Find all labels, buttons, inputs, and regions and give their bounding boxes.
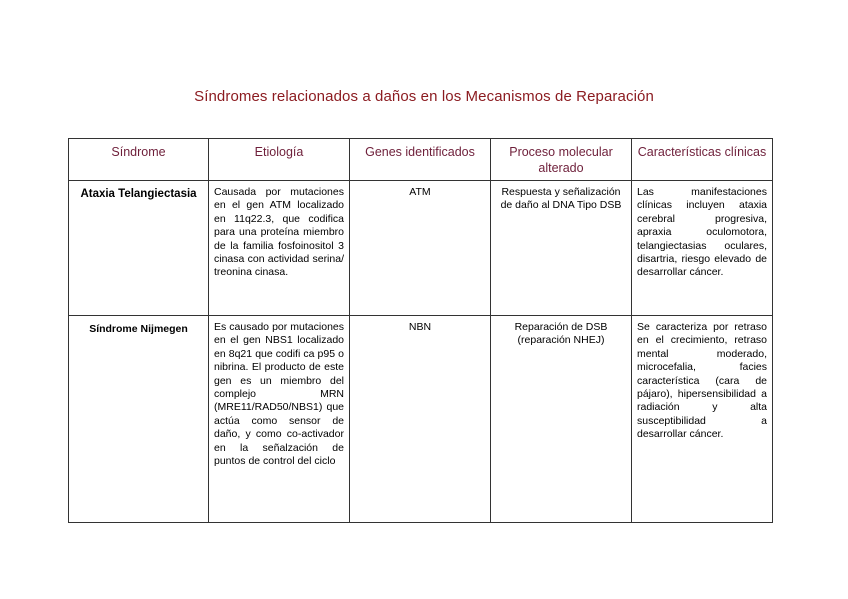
- header-clinical: Características clínicas: [632, 139, 773, 181]
- header-syndrome: Síndrome: [69, 139, 209, 181]
- process-text: Reparación de DSB (reparación NHEJ): [514, 321, 608, 347]
- cell-genes: [350, 316, 491, 523]
- table-row: [69, 316, 773, 523]
- etiology-text: Es causado por mutaciones en el gen NBS1 localizado en 8q21 que codifi ca p95 o nibrina. El producto de este gen es un miembro del complejo MRN (MRE11/RAD50/NBS1) que actúa como sensor de daño, y como co-activador en la señalzación de puntos de control del ciclo: [214, 321, 344, 468]
- genes-text: NBN: [408, 321, 432, 333]
- cell-process: [491, 316, 632, 523]
- cell-process: [491, 181, 632, 316]
- cell-etiology: [209, 316, 350, 523]
- genes-text: ATM: [409, 186, 431, 198]
- clinical-text: Se caracteriza por retraso en el crecimiento, retraso mental moderado, microcefalia, facies característica (cara de pájaro), hipersensibilidad a radiación y alta susceptibilidad a desarrollar cáncer.: [637, 321, 767, 441]
- syndrome-name: Síndrome Nijmegen: [89, 323, 188, 335]
- cell-syndrome: [69, 181, 209, 316]
- header-process: Proceso molecular alterado: [491, 139, 632, 181]
- syndromes-table: [68, 138, 773, 523]
- cell-genes: [350, 181, 491, 316]
- cell-clinical: [632, 316, 773, 523]
- cell-etiology: [209, 181, 350, 316]
- table-header-row: [69, 139, 773, 181]
- clinical-text: Las manifestaciones clínicas incluyen ataxia cerebral progresiva, apraxia oculomotora, telangiectasias oculares, disartria, riesgo elevado de desarrollar cáncer.: [637, 186, 767, 279]
- syndrome-name: Ataxia Telangiectasia: [80, 188, 197, 200]
- page-title: Síndromes relacionados a daños en los Mecanismos de Reparación: [194, 88, 654, 105]
- cell-syndrome: [69, 316, 209, 523]
- etiology-text: Causada por mutaciones en el gen ATM localizado en 11q22.3, que codifica para una proteína miembro de la familia fosfoinositol 3 cinasa con actividad serina/ treonina cinasa.: [214, 186, 344, 279]
- process-text: Respuesta y señalización de daño al DNA Tipo DSB: [500, 186, 622, 212]
- table-row: [69, 181, 773, 316]
- header-genes: Genes identificados: [350, 139, 491, 181]
- header-etiology: Etiología: [209, 139, 350, 181]
- cell-clinical: [632, 181, 773, 316]
